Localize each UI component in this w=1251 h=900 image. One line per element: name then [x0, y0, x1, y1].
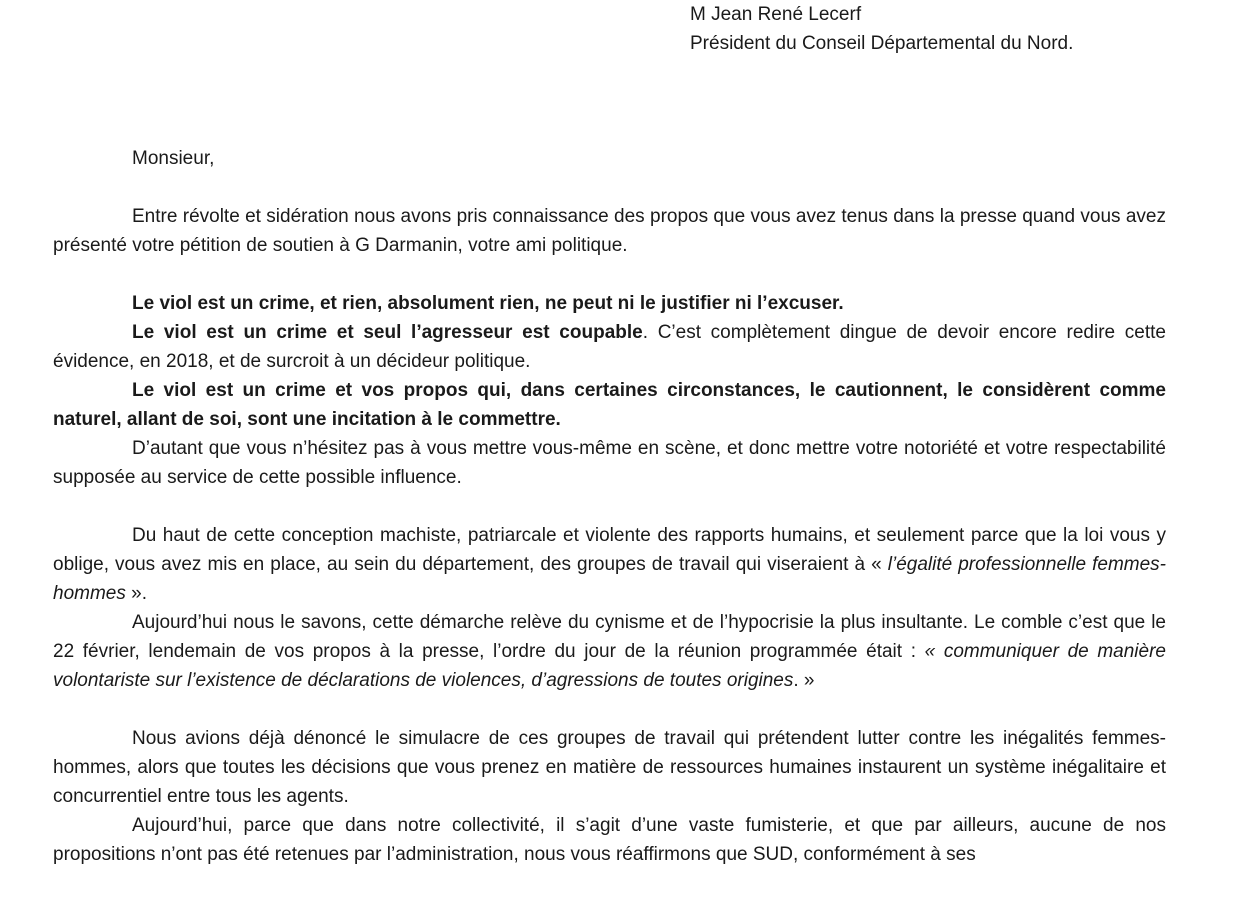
paragraph-7 — [53, 608, 1166, 695]
paragraph-9: Aujourd’hui, parce que dans notre collectivité, il s’agit d’une vaste fumisterie, et que par ailleurs, aucune de nos propositions n’ont pas été retenues par l’administration, nous vous réaffirmons que SUD, conformément à ses — [53, 815, 1166, 865]
paragraph-2 — [53, 289, 1166, 318]
paragraph-8: Nous avions déjà dénoncé le simulacre de ces groupes de travail qui prétendent lutter contre les inégalités femmes-hommes, alors que toutes les décisions que vous prenez en matière de ressources humaines instaurent un système inégalitaire et concurrentiel entre tous les agents. — [53, 728, 1166, 807]
salutation: Monsieur, — [132, 148, 215, 169]
bold-statement-1: Le viol est un crime, et rien, absolument rien, ne peut ni le justifier ni l’excuser. — [132, 293, 844, 314]
paragraph-3 — [53, 318, 1166, 376]
paragraph-7-quote: « communiquer de manière volontariste sur l’existence de déclarations de violences, d’agressions de toutes origines — [53, 641, 1166, 691]
letter-body — [53, 202, 1166, 869]
paragraph-4 — [53, 376, 1166, 434]
paragraph-1: Entre révolte et sidération nous avons pris connaissance des propos que vous avez tenus dans la presse quand vous avez présenté votre pétition de soutien à G Darmanin, votre ami politique. — [53, 206, 1166, 256]
paragraph-7-end: . » — [793, 670, 815, 691]
addressee-name: M Jean René Lecerf — [690, 4, 862, 25]
paragraph-5: D’autant que vous n’hésitez pas à vous mettre vous-même en scène, et donc mettre votre notoriété et votre respectabilité supposée au service de cette possible influence. — [53, 438, 1166, 488]
paragraph-6-quote: l’égalité professionnelle femmes-hommes — [53, 554, 1167, 604]
paragraph-7-text: Aujourd’hui nous le savons, cette démarche relève du cynisme et de l’hypocrisie la plus insultante. Le comble c’est que le 22 février, lendemain de vos propos à la presse, l’ordre du jour de la réunion programmée était : — [53, 612, 1166, 662]
paragraph-6 — [53, 521, 1166, 608]
addressee-title: Président du Conseil Départemental du Nord. — [690, 33, 1074, 54]
paragraph-6-end: ». — [125, 583, 147, 604]
paragraph-6-text: Du haut de cette conception machiste, patriarcale et violente des rapports humains, et seulement parce que la loi vous y oblige, vous avez mis en place, au sein du département, des groupes de travail qui viseraient à « — [53, 525, 1166, 575]
bold-statement-2: Le viol est un crime et seul l’agresseur est coupable — [132, 322, 643, 343]
addressee-block — [690, 0, 1073, 58]
bold-statement-3: Le viol est un crime et vos propos qui, dans certaines circonstances, le cautionnent, le considèrent comme naturel, allant de soi, sont une incitation à le commettre. — [53, 380, 1166, 430]
paragraph-3-rest: . C’est complètement dingue de devoir encore redire cette évidence, en 2018, et de surcroit à un décideur politique. — [53, 322, 1166, 372]
